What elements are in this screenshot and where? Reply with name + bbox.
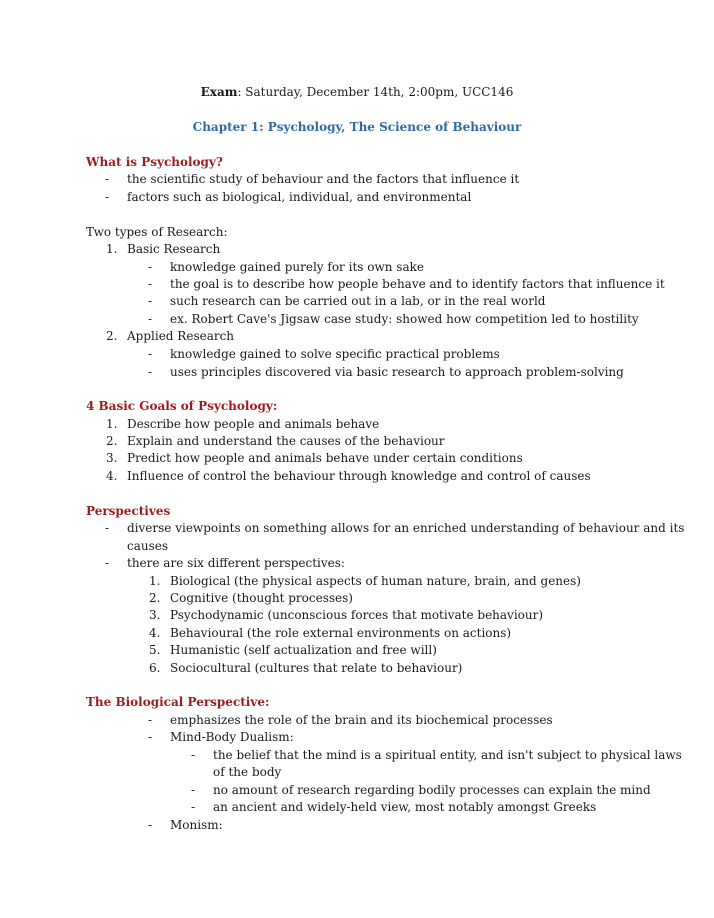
list-number: 4. <box>106 469 118 483</box>
list-number: 2. <box>106 434 118 448</box>
list-item: Basic Research <box>127 242 221 256</box>
list-item: there are six different perspectives: <box>127 556 345 570</box>
bullet-dash: - <box>148 818 153 832</box>
list-number: 3. <box>106 451 118 465</box>
bullet-dash: - <box>148 347 153 361</box>
list-item-continuation: of the body <box>213 765 282 779</box>
bullet-dash: - <box>148 312 153 326</box>
research-intro: Two types of Research: <box>86 225 228 239</box>
bullet-dash: - <box>105 556 110 570</box>
list-item: Cognitive (thought processes) <box>170 591 353 605</box>
list-item: Mind-Body Dualism: <box>170 730 294 744</box>
list-number: 1. <box>106 417 118 431</box>
exam-details: : Saturday, December 14th, 2:00pm, UCC146 <box>237 85 514 99</box>
list-number: 1. <box>106 242 118 256</box>
bullet-dash: - <box>148 713 153 727</box>
list-number: 4. <box>149 626 161 640</box>
section-heading-biological-perspective: The Biological Perspective: <box>86 695 270 709</box>
list-item: emphasizes the role of the brain and its biochemical processes <box>170 713 553 727</box>
list-item: Explain and understand the causes of the behaviour <box>127 434 445 448</box>
bullet-dash: - <box>105 172 110 186</box>
bullet-dash: - <box>148 277 153 291</box>
list-item: Influence of control the behaviour through knowledge and control of causes <box>127 469 591 483</box>
bullet-dash: - <box>148 365 153 379</box>
list-item: Sociocultural (cultures that relate to behaviour) <box>170 661 463 675</box>
list-item: the goal is to describe how people behave and to identify factors that influence it <box>170 277 665 291</box>
bullet-dash: - <box>191 783 196 797</box>
list-item-continuation: causes <box>127 539 169 553</box>
list-item: no amount of research regarding bodily processes can explain the mind <box>213 783 651 797</box>
section-heading-what-is-psychology: What is Psychology? <box>86 155 223 169</box>
list-item: knowledge gained to solve specific practical problems <box>170 347 500 361</box>
bullet-dash: - <box>148 260 153 274</box>
bullet-dash: - <box>148 294 153 308</box>
chapter-title: Chapter 1: Psychology, The Science of Behaviour <box>192 120 522 134</box>
list-item: Behavioural (the role external environments on actions) <box>170 626 512 640</box>
list-item: uses principles discovered via basic research to approach problem-solving <box>170 365 624 379</box>
list-number: 3. <box>149 608 161 622</box>
list-item: factors such as biological, individual, and environmental <box>127 190 472 204</box>
section-heading-basic-goals: 4 Basic Goals of Psychology: <box>86 399 278 413</box>
list-number: 5. <box>149 643 161 657</box>
section-heading-perspectives: Perspectives <box>86 504 171 518</box>
list-item: an ancient and widely-held view, most notably amongst Greeks <box>213 800 597 814</box>
bullet-dash: - <box>148 730 153 744</box>
list-item: Predict how people and animals behave under certain conditions <box>127 451 523 465</box>
bullet-dash: - <box>105 521 110 535</box>
exam-label: Exam <box>200 85 238 99</box>
exam-line <box>0 84 714 101</box>
list-item: Humanistic (self actualization and free will) <box>170 643 437 657</box>
list-item: Monism: <box>170 818 223 832</box>
list-item: the scientific study of behaviour and the factors that influence it <box>127 172 520 186</box>
list-item: knowledge gained purely for its own sake <box>170 260 424 274</box>
list-item: Describe how people and animals behave <box>127 417 380 431</box>
bullet-dash: - <box>191 748 196 762</box>
list-number: 1. <box>149 574 161 588</box>
list-number: 2. <box>106 329 118 343</box>
list-item: diverse viewpoints on something allows for an enriched understanding of behaviour and its <box>127 521 685 535</box>
list-item: Biological (the physical aspects of human nature, brain, and genes) <box>170 574 581 588</box>
list-item: Psychodynamic (unconscious forces that motivate behaviour) <box>170 608 544 622</box>
list-number: 2. <box>149 591 161 605</box>
bullet-dash: - <box>105 190 110 204</box>
list-number: 6. <box>149 661 161 675</box>
list-item: Applied Research <box>127 329 235 343</box>
bullet-dash: - <box>191 800 196 814</box>
list-item: such research can be carried out in a lab, or in the real world <box>170 294 546 308</box>
list-item: the belief that the mind is a spiritual entity, and isn't subject to physical laws <box>213 748 682 762</box>
list-item: ex. Robert Cave's Jigsaw case study: showed how competition led to hostility <box>170 312 639 326</box>
